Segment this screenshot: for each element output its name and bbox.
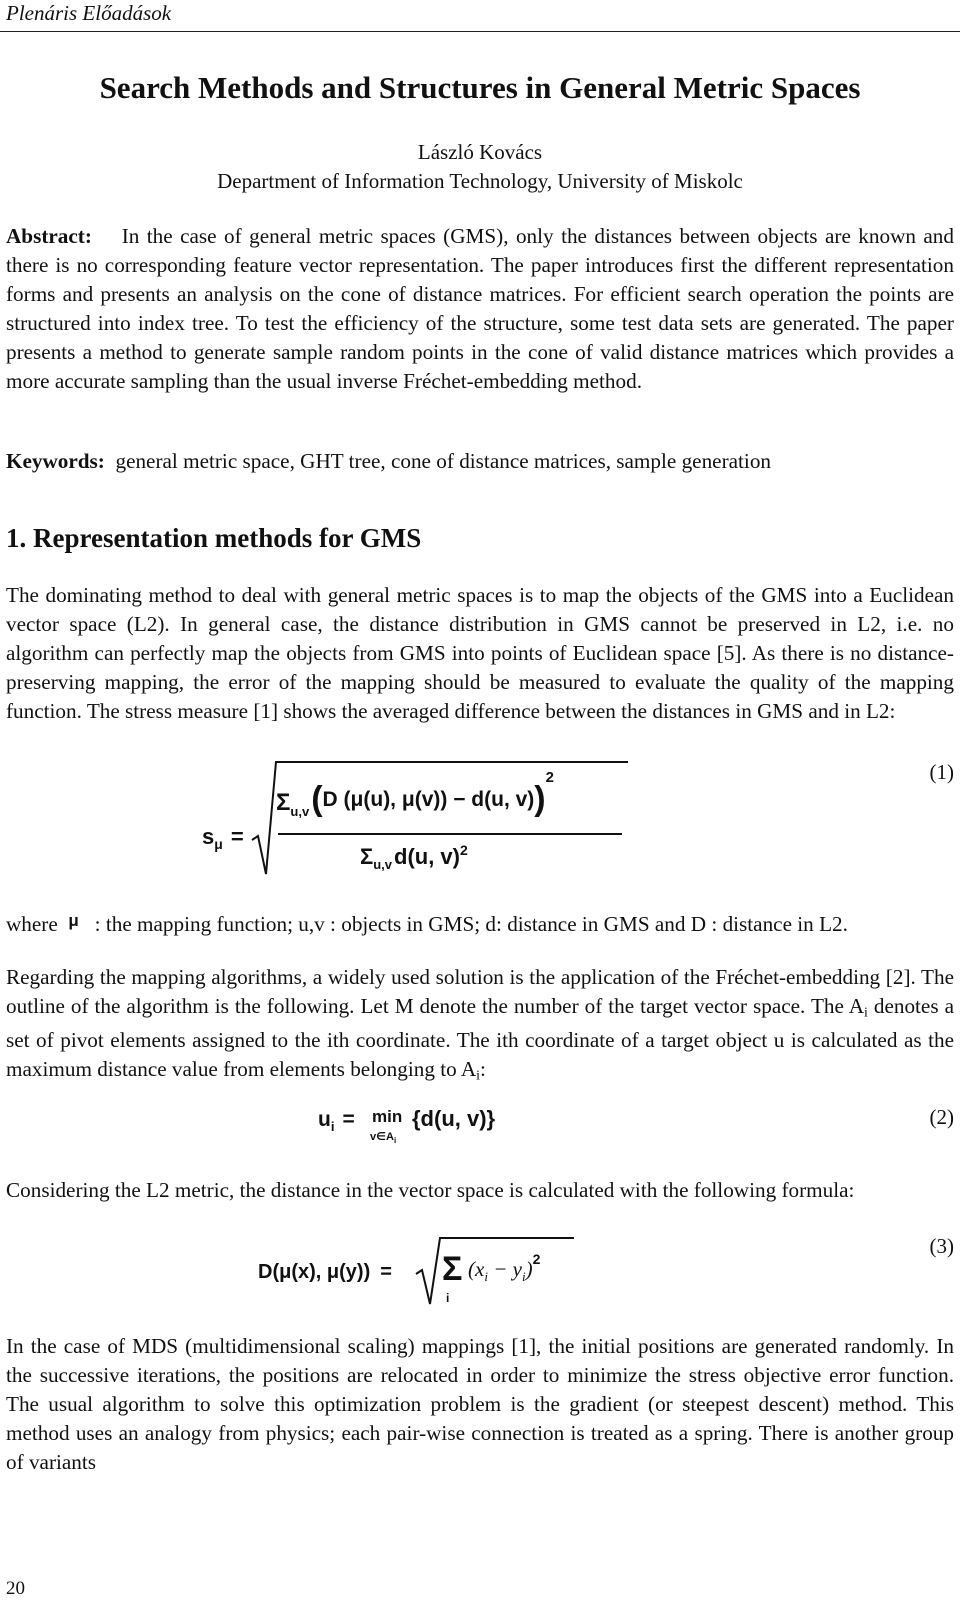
affiliation: Department of Information Technology, University of Miskolc (217, 169, 743, 193)
paper-title: Search Methods and Structures in General Metric Spaces (99, 70, 861, 105)
section-heading: 1. Representation methods for GMS (6, 523, 422, 553)
abstract (6, 222, 954, 396)
eq2-op: min (372, 1107, 403, 1126)
keywords-label: Keywords: (6, 449, 105, 473)
paragraph-3: Considering the L2 metric, the distance in the vector space is calculated with the following formula: (6, 1178, 855, 1202)
svg-text:Σu,v(D (μ(u), μ(v)) − d(u, v)): $\Sigma_{u,v}(D$ (μ(u), μ(v)) − d(u, v))$^2$ (276, 769, 554, 819)
eq2-equals: = (342, 1108, 355, 1131)
equation-2-number: (2) (929, 1105, 954, 1129)
eq2-lhs-sub: i (330, 1119, 335, 1134)
eq3-close: ) (525, 1257, 533, 1281)
eq2-op-sub: v∈A (370, 1131, 394, 1143)
svg-text:sμ= (202, 824, 244, 852)
page-number: 20 (6, 1578, 25, 1599)
running-head: Plenáris Előadások (6, 1, 172, 25)
paragraph-2-c: : (479, 1057, 486, 1082)
paragraph-2-a: Regarding the mapping algorithms, a widely used solution is the application of the Fréchet-embedding [2]. The outline of the algorithm is the following. Let M denote the number of the target vector space. The A (6, 965, 954, 1018)
svg-text:Σu,vd(u, v)2 (360, 842, 468, 872)
eq1-equals: = (230, 824, 244, 849)
eq3-power: 2 (532, 1251, 541, 1267)
eq3-minus: − y (487, 1257, 522, 1281)
mu-symbol: μ (68, 911, 79, 930)
eq1-den-body: d(u, v) (394, 844, 460, 869)
eq2-lhs: u (318, 1108, 331, 1131)
eq2-body: {d(u, v)} (412, 1106, 496, 1131)
equation-3-number: (3) (929, 1234, 954, 1258)
keywords (6, 447, 954, 476)
eq1-den-sum: Σ (360, 844, 374, 869)
equation-1-number: (1) (929, 760, 954, 784)
paragraph-1: The dominating method to deal with general metric spaces is to map the objects of the GMS into a Euclidean vector space (L2). In general case, the distance distribution in GMS cannot be preserved in L2, i.e. no algorithm can perfectly map the objects from GMS into points of Euclidean space [5]. As there is no distance-preserving mapping, the error of the mapping should be measured to evaluate the quality of the mapping function. The stress measure [1] shows the averaged difference between the distances in GMS and in L2: (6, 583, 954, 723)
paragraph-2 (6, 963, 954, 1090)
where-label: where (6, 912, 58, 936)
eq1-den-sum-sub: u,v (373, 857, 392, 872)
paragraph-4: In the case of MDS (multidimensional scaling) mappings [1], the initial positions are generated randomly. In the successive iterations, the positions are relocated in order to minimize the stress objective error function. The usual algorithm to solve this optimization problem is the gradient (or steepest descent) method. This method uses an analogy from physics; each pair-wise connection is treated as a spring. There is another group of variants (6, 1334, 954, 1474)
eq1-power: 2 (545, 769, 554, 786)
equation-2 (316, 1100, 516, 1152)
sub-i-1: i (864, 1004, 868, 1020)
eq3-sub-2: i (521, 1269, 526, 1284)
equation-1 (200, 758, 630, 878)
svg-text:ui= (318, 1108, 355, 1134)
eq3-sum-sub: i (446, 1291, 450, 1305)
eq3-lhs: D(μ(x), μ(y)) (258, 1261, 371, 1283)
abstract-text: In the case of general metric spaces (GMS), only the distances between objects are known and there is no corresponding feature vector representation. The paper introduces first the different representation forms and presents an analysis on the cone of distance matrices. For efficient search operation the points are structured into index tree. To test the efficiency of the structure, some test data sets are generated. The paper presents a method to generate sample random points in the cone of valid distance matrices which provides a more accurate sampling than the usual inverse Fréchet-embedding method. (6, 224, 954, 393)
sub-i-2: i (476, 1067, 480, 1083)
equation-3 (256, 1234, 576, 1308)
eq1-lhs-sub: μ (214, 836, 223, 852)
eq3-equals: = (380, 1261, 392, 1283)
where-line (6, 906, 954, 939)
keywords-text: general metric space, GHT tree, cone of distance matrices, sample generation (115, 449, 772, 473)
author-name: László Kovács (417, 140, 543, 164)
svg-text:(xi − yi)2 (468, 1251, 541, 1284)
svg-text:D(μ(x), μ(y))= (258, 1261, 392, 1283)
eq3-body: (x (468, 1257, 485, 1281)
eq2-op-sub-i: i (393, 1136, 397, 1145)
eq1-num-body: D (μ(u), μ(v)) − d(u, v) (322, 788, 535, 811)
svg-text:v∈Ai (370, 1131, 396, 1145)
eq1-sum: Σ (276, 789, 291, 816)
where-text: : the mapping function; u,v : objects in GMS; d: distance in GMS and D : distance in L2. (94, 912, 848, 936)
eq1-lhs: s (202, 824, 215, 849)
eq3-sub-1: i (484, 1269, 488, 1284)
eq3-sum: Σ (442, 1250, 463, 1288)
paragraph-2-b: denotes a set of pivot elements assigned to the ith coordinate. The ith coordinate of a target object u is calculated as the maximum distance value from elements belonging to A (6, 994, 954, 1082)
eq1-sum-sub: u,v (290, 804, 310, 819)
abstract-label: Abstract: (6, 224, 92, 248)
eq1-den-power: 2 (460, 842, 468, 858)
